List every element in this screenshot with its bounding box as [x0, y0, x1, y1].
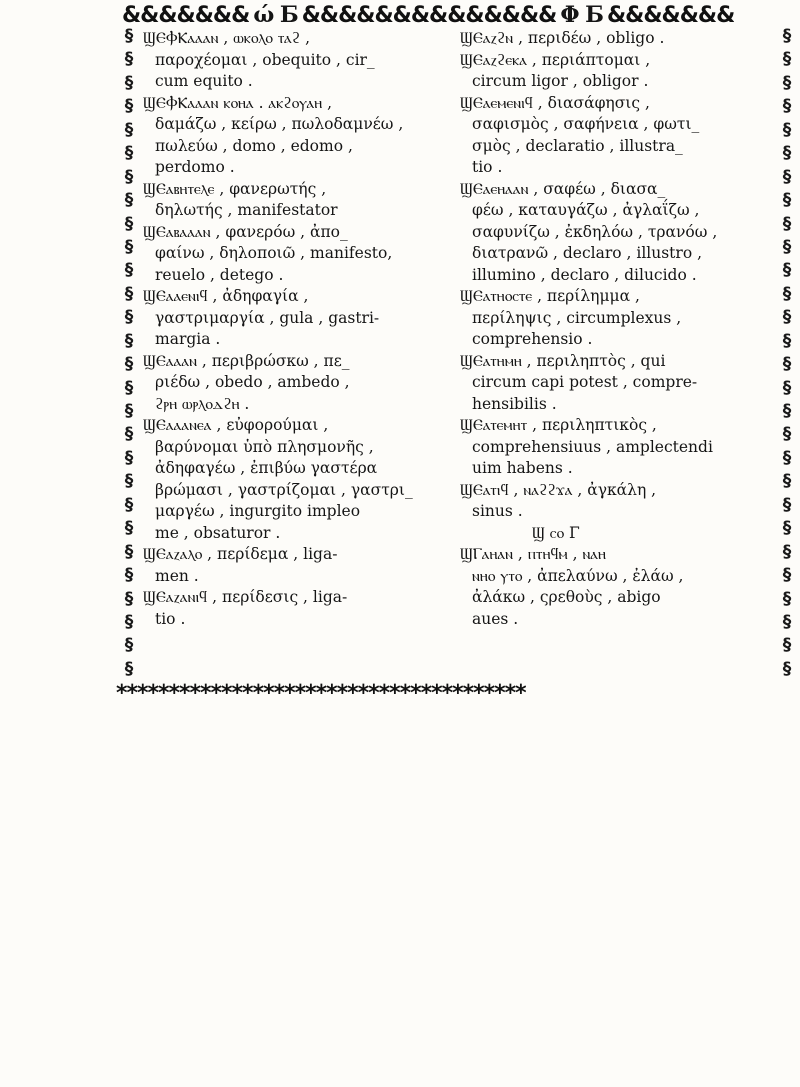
border-ornament-glyph: § [782, 283, 792, 304]
entry-continuation-line: men . [155, 566, 199, 585]
dictionary-entry [143, 415, 449, 544]
border-ornament-glyph: § [124, 401, 134, 421]
entry-continuation-line: δηλωτής , manifestator [155, 201, 338, 219]
dictionary-entry [460, 544, 776, 630]
border-ornament-glyph: § [782, 166, 792, 187]
entry-headword-line: ϢⲈⲁⲧⲉⲙⲏⲧ , περιληπτικὸς , [460, 416, 657, 434]
entry-continuation-line: παρoχέομαι , obequito , cir_ [155, 50, 375, 69]
entry-headword-line: ϢⲈⲁⲃⲁⲁⲁⲛ , φανερόω , ἀπο_ [143, 222, 348, 241]
border-ornament-glyph: § [124, 166, 134, 187]
border-ornament-glyph: § [782, 236, 792, 257]
border-ornament-glyph: § [782, 354, 792, 375]
border-ornament-glyph: § [782, 401, 792, 421]
entry-headword-line: ϢⲈⲁⲃⲏⲧⲉⲗⲉ , φανερωτής , [143, 179, 327, 198]
entry-continuation-line: uim habens . [472, 459, 573, 477]
entry-continuation-line: illumino , declaro , dilucido . [472, 265, 697, 284]
entry-continuation-line: perdomo . [155, 158, 235, 176]
entry-continuation-line: πωλεύω , domo , edomo , [155, 136, 353, 155]
right-border [778, 28, 796, 678]
border-ornament-glyph: § [782, 330, 792, 351]
border-ornament-glyph: § [124, 307, 134, 328]
border-ornament-glyph: § [782, 471, 792, 492]
border-ornament-glyph: § [124, 494, 134, 515]
entry-continuation-line: σαφυνίζω , ἐκδηλόω , τρανόω , [472, 222, 718, 241]
border-ornament-glyph: § [782, 377, 792, 398]
dictionary-entry [460, 28, 776, 50]
entry-continuation-line: διατρανῶ , declaro , illustro , [472, 244, 703, 262]
header-signature-left: ώ Б [253, 2, 298, 28]
header-ornament-middle: &&&&&&&&&&&&&& [301, 2, 557, 28]
footer-ornament: *************************************** [116, 680, 526, 706]
border-ornament-glyph: § [782, 518, 792, 539]
border-ornament-glyph: § [124, 119, 134, 140]
dictionary-entry [460, 286, 776, 351]
border-ornament-glyph: § [782, 658, 792, 679]
entry-continuation-line: βρώμασι , γαστρίζομαι , γαστρι_ [155, 480, 413, 499]
border-ornament-glyph: § [782, 260, 792, 281]
header-ornament-left: &&&&&&& [122, 2, 250, 28]
entry-continuation-line: φαίνω , δηλοποιῶ , manifesto, [155, 244, 393, 262]
entry-continuation-line: σαφισμὸς , σαφήνεια , φωτι_ [472, 115, 700, 133]
dictionary-entry [143, 179, 449, 222]
border-ornament-glyph: § [124, 143, 134, 164]
entry-continuation-line: ἀδηφαγέω , ἐπιβύω γαστέρα [155, 459, 378, 477]
dictionary-entry [460, 179, 776, 287]
entry-continuation-line: circum ligor , obligor . [472, 72, 649, 90]
border-ornament-glyph: § [782, 635, 792, 656]
dictionary-entry [143, 587, 449, 630]
border-ornament-glyph: § [124, 330, 134, 351]
border-ornament-glyph: § [124, 471, 134, 492]
entry-headword-line: ϢⲈⲁⲍϩⲉⲕⲁ , περιάπτομαι , [460, 50, 651, 69]
entry-continuation-line: ϩⲣⲏ ⲱⲣⲗⲟⲇϩⲏ . [155, 394, 250, 413]
border-ornament-glyph: § [124, 588, 134, 609]
border-ornament-glyph: § [782, 26, 792, 46]
border-ornament-glyph: § [124, 377, 134, 398]
entry-continuation-line: tio . [155, 609, 186, 628]
entry-headword-line: ϢⲈⲁⲧⲏⲟⲥⲧⲉ , περίλημμα , [460, 287, 640, 305]
header-ornament-right: &&&&&&& [606, 2, 735, 28]
border-ornament-glyph: § [124, 447, 134, 468]
dictionary-entry [143, 222, 449, 287]
right-column [460, 28, 776, 630]
entry-headword-line: ϢⲈⲁⲁⲁⲛⲉⲁ , εὐφορούμαι , [143, 416, 329, 434]
entry-headword-line: ϢⲈⲁⲧⲓϥ , ⲛⲁϩϩϫⲁ , ἀγκάλη , [460, 480, 657, 499]
border-ornament-glyph: § [124, 72, 134, 93]
entry-continuation-line: φέω , καταυγάζω , ἀγλαΐζω , [472, 201, 700, 219]
border-ornament-glyph: § [782, 611, 792, 632]
border-ornament-glyph: § [124, 424, 134, 445]
left-column [143, 28, 449, 630]
entry-headword-line: ϢⲈⲁⲍϩⲛ , περιδέω , obligo . [460, 29, 665, 47]
entry-headword-line: ϢⲄⲁⲏⲁⲛ , ⲡⲧⲏϥⲙ , ⲛⲁⲏ [460, 545, 606, 563]
border-ornament-glyph: § [782, 588, 792, 609]
dictionary-entry [460, 480, 776, 523]
entry-continuation-line: margia . [155, 330, 221, 348]
border-ornament-glyph: § [782, 72, 792, 93]
entry-continuation-line: comprehensiuus , amplectendi [472, 437, 713, 456]
border-ornament-glyph: § [124, 565, 134, 586]
entry-continuation-line: sinus . [472, 502, 523, 520]
dictionary-entry [143, 93, 449, 179]
border-ornament-glyph: § [782, 494, 792, 515]
dictionary-entry [460, 50, 776, 93]
entry-continuation-line: σμὸς , declaratio , illustra_ [472, 136, 683, 155]
entry-continuation-line: γαστριμαργία , gula , gastri- [155, 308, 380, 327]
border-ornament-glyph: § [124, 213, 134, 234]
border-ornament-glyph: § [782, 424, 792, 445]
dictionary-entry [143, 544, 449, 587]
border-ornament-glyph: § [124, 611, 134, 632]
border-ornament-glyph: § [124, 283, 134, 304]
entry-headword-line: ϢⲈⲁⲉⲙⲉⲛⲓϥ , διασάφησις , [460, 93, 650, 112]
border-ornament-glyph: § [124, 190, 134, 211]
dictionary-entry [460, 415, 776, 480]
dictionary-entry [143, 28, 449, 93]
entry-continuation-line: ἀλάκω , ςρεθοὺς , abigo [472, 588, 661, 606]
entry-headword-line: ϢⲈⲁⲁⲁⲛ , περιβρώσκω , πε_ [143, 351, 350, 370]
border-ornament-glyph: § [782, 119, 792, 140]
entry-headword-line: ϢⲈⲁⲧⲏⲙⲏ , περιληπτὸς , qui [460, 351, 666, 370]
border-ornament-glyph: § [782, 49, 792, 70]
entry-continuation-line: reuelo , detego . [155, 265, 284, 284]
header-ornament-band [122, 2, 790, 28]
entry-continuation-line: ⲛⲏⲟ ⲩⲧⲟ , ἀπελαύνω , ἐλάω , [472, 566, 684, 585]
border-ornament-glyph: § [124, 96, 134, 117]
border-ornament-glyph: § [124, 26, 134, 46]
entry-continuation-line: δαμάζω , κείρω , πωλοδαμνέω , [155, 115, 404, 133]
entry-headword-line: ϢⲈⲁⲍⲁⲛⲓϥ , περίδεσις , liga- [143, 588, 348, 606]
section-heading: Ϣ ⲥⲟ Γ [532, 523, 580, 542]
border-ornament-glyph: § [124, 541, 134, 562]
entry-continuation-line: βαρύνομαι ὑπὸ πλησμονῆς , [155, 437, 374, 456]
border-ornament-glyph: § [124, 354, 134, 375]
border-ornament-glyph: § [782, 447, 792, 468]
entry-headword-line: ϢⲈⲪⲔⲁⲁⲁⲛ , ⲱⲕⲟⲗⲟ ⲧⲁϩ , [143, 29, 311, 47]
border-ornament-glyph: § [782, 96, 792, 117]
border-ornament-glyph: § [782, 541, 792, 562]
border-ornament-glyph: § [124, 658, 134, 679]
entry-headword-line: ϢⲈⲁⲉⲏⲁⲁⲛ , σαφέω , διασα_ [460, 179, 666, 198]
entry-continuation-line: circum capi potest , compre- [472, 373, 698, 391]
entry-continuation-line: aues . [472, 609, 519, 628]
border-ornament-glyph: § [782, 213, 792, 234]
entry-continuation-line: μαργέω , ingurgito impleo [155, 502, 361, 520]
border-ornament-glyph: § [782, 565, 792, 586]
entry-continuation-line: me , obsaturor . [155, 523, 281, 542]
entry-continuation-line: ριέδω , obedo , ambedo , [155, 373, 350, 391]
entry-continuation-line: tio . [472, 158, 503, 176]
entry-headword-line: ϢⲈⲪⲔⲁⲁⲁⲛ ⲕⲟⲏⲁ . ⲁⲕϩⲟⲩⲁⲏ , [143, 93, 333, 112]
entry-headword-line: ϢⲈⲁⲍⲁⲗⲟ , περίδεμα , liga- [143, 545, 338, 563]
dictionary-entry [143, 351, 449, 416]
border-ornament-glyph: § [124, 260, 134, 281]
left-border [120, 28, 138, 678]
border-ornament-glyph: § [782, 307, 792, 328]
border-ornament-glyph: § [124, 635, 134, 656]
entry-continuation-line: cum equito . [155, 72, 253, 90]
entry-headword-line: ϢⲈⲁⲁⲉⲛⲓϥ , ἀδηφαγία , [143, 287, 309, 305]
border-ornament-glyph: § [782, 143, 792, 164]
dictionary-entry [143, 286, 449, 351]
footer-ornament-band [116, 680, 796, 706]
entry-continuation-line: περίληψις , circumplexus , [472, 308, 682, 327]
border-ornament-glyph: § [124, 236, 134, 257]
dictionary-entry [460, 351, 776, 416]
entry-continuation-line: comprehensio . [472, 330, 593, 348]
header-signature-right: Φ Б [560, 2, 603, 28]
dictionary-entry [460, 93, 776, 179]
border-ornament-glyph: § [782, 190, 792, 211]
entry-continuation-line: hensibilis . [472, 394, 557, 413]
border-ornament-glyph: § [124, 518, 134, 539]
border-ornament-glyph: § [124, 49, 134, 70]
